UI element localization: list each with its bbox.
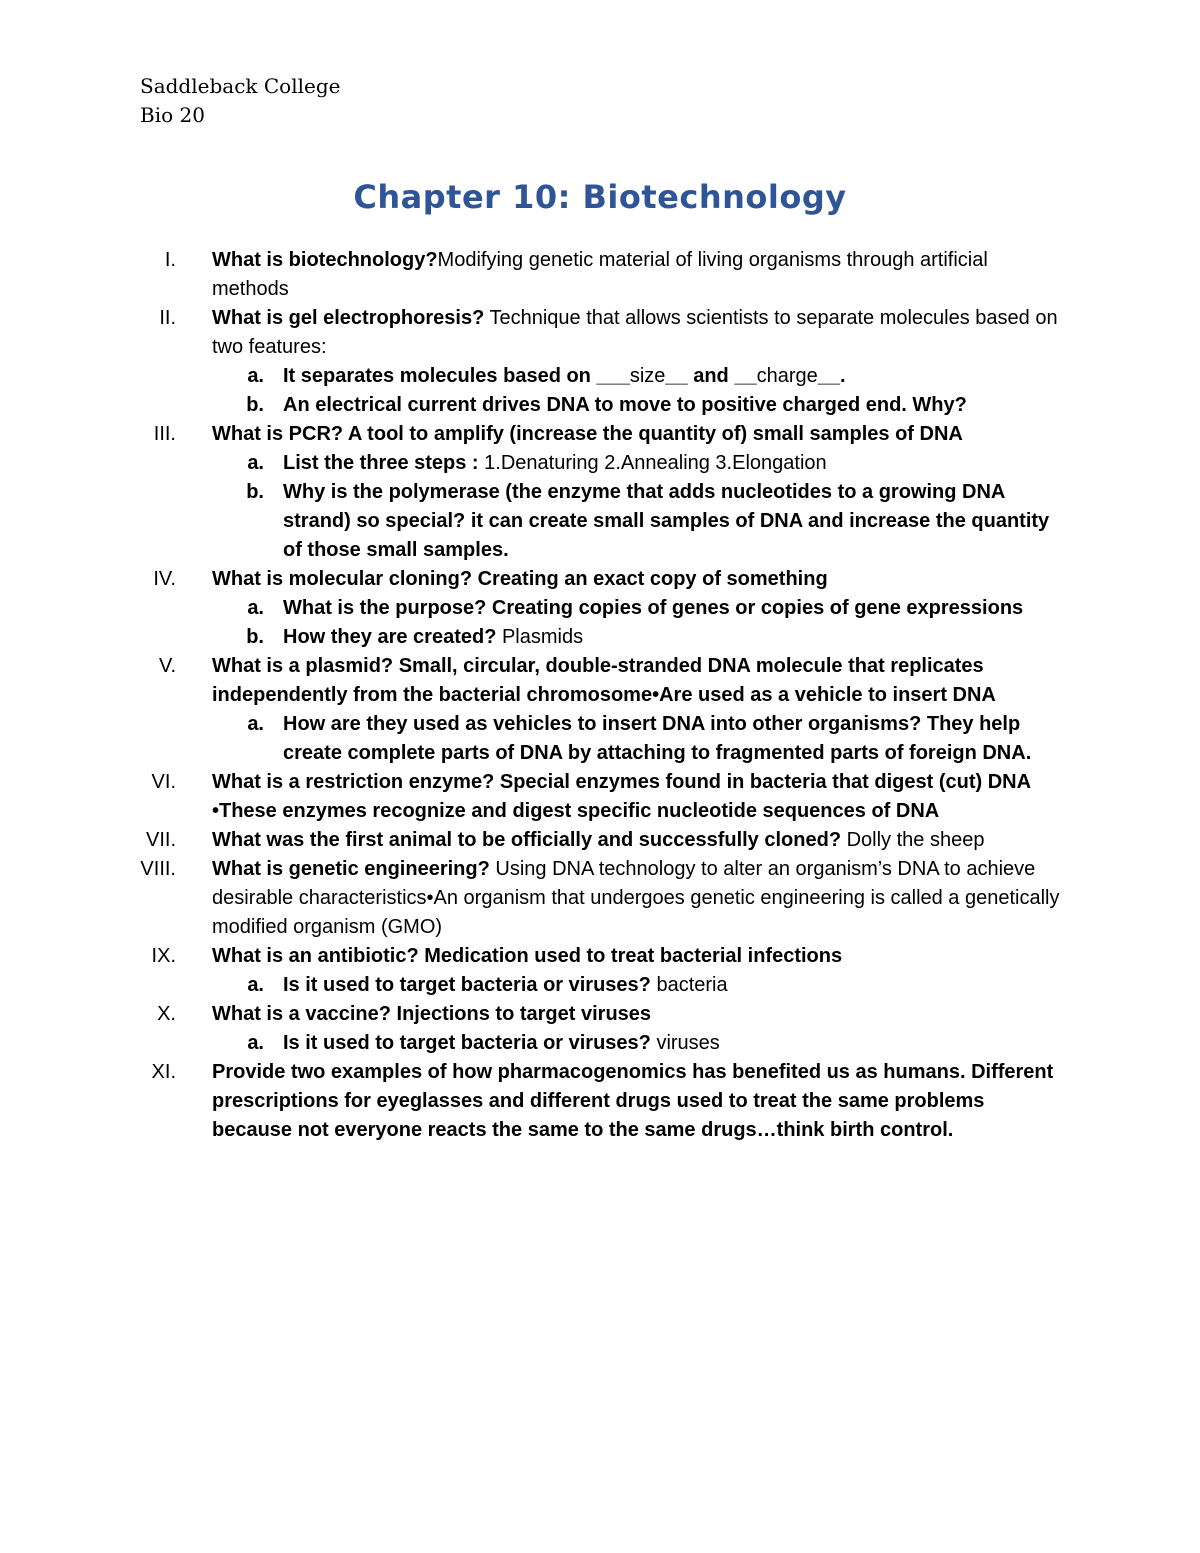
page-title: Chapter 10: Biotechnology — [353, 178, 847, 216]
subitem-letter: b. — [246, 626, 264, 648]
course-name: Bio 20 — [140, 103, 205, 127]
item-numeral: III. — [153, 423, 176, 445]
subitem-letter: a. — [247, 1032, 264, 1054]
subitem-answer: viruses — [656, 1032, 720, 1054]
outline-item-2 — [0, 304, 1200, 362]
subitem-answer: Plasmids — [501, 626, 584, 648]
item-question: What is molecular cloning? Creating an exact copy of something — [212, 568, 828, 590]
subitem-question: Why is the polymerase (the enzyme that adds nucleotides to a growing DNA strand) so special? it can create small samples of DNA and increase the quantity of those small samples. — [283, 481, 1050, 561]
subitem-letter: a. — [247, 452, 264, 474]
item-answer: Modifying genetic material of living organisms through artificial methods — [212, 249, 988, 300]
outline-subitem-2a — [0, 362, 1200, 391]
subitem-question-part: It separates molecules based on ___ — [283, 365, 630, 387]
item-numeral: IV. — [153, 568, 176, 590]
item-numeral: II. — [159, 307, 176, 329]
subitem-question-part: __. — [817, 365, 846, 387]
item-numeral: VII. — [145, 829, 176, 851]
outline-item-11 — [0, 1058, 1200, 1145]
subitem-question: How they are created? — [283, 626, 502, 648]
item-numeral: I. — [164, 249, 176, 271]
subitem-question: An electrical current drives DNA to move to positive charged end. Why? — [283, 394, 967, 416]
item-numeral: X. — [157, 1003, 176, 1025]
subitem-question: How are they used as vehicles to insert DNA into other organisms? They help create complete parts of DNA by attaching to fragmented parts of foreign DNA. — [283, 713, 1032, 764]
outline-item-4 — [0, 565, 1200, 594]
outline-subitem-10a — [0, 1029, 1200, 1058]
outline-item-1 — [0, 246, 1200, 304]
outline-subitem-4b — [0, 623, 1200, 652]
outline-item-7 — [0, 826, 1200, 855]
subitem-answer: 1.Denaturing 2.Annealing 3.Elongation — [484, 452, 827, 474]
question-outline — [0, 246, 1200, 1145]
item-question: Provide two examples of how pharmacogenomics has benefited us as humans. Different prescriptions for eyeglasses and different drugs used to treat the same problems because not everyone reacts the same to the same drugs…think birth control. — [212, 1061, 1054, 1141]
item-numeral: IX. — [151, 945, 176, 967]
subitem-letter: b. — [246, 394, 264, 416]
subitem-letter: a. — [247, 713, 264, 735]
outline-subitem-5a — [0, 710, 1200, 768]
subitem-answer: bacteria — [656, 974, 728, 996]
institution-name: Saddleback College — [140, 74, 341, 98]
outline-subitem-9a — [0, 971, 1200, 1000]
outline-subitem-3b — [0, 478, 1200, 565]
subitem-letter: a. — [247, 974, 264, 996]
subitem-question: What is the purpose? Creating copies of genes or copies of gene expressions — [283, 597, 1024, 619]
document-header — [140, 72, 340, 130]
item-question: What is a vaccine? Injections to target viruses — [212, 1003, 652, 1025]
subitem-question: Is it used to target bacteria or viruses? — [283, 1032, 657, 1054]
item-question: What is biotechnology? — [212, 249, 438, 271]
item-question: What is an antibiotic? Medication used to treat bacterial infections — [212, 945, 843, 967]
outline-subitem-3a — [0, 449, 1200, 478]
item-numeral: XI. — [151, 1061, 176, 1083]
item-question: What is a plasmid? Small, circular, double-stranded DNA molecule that replicates independently from the bacterial chromosome•Are used as a vehicle to insert DNA — [212, 655, 996, 706]
item-question: What is genetic engineering? — [212, 858, 496, 880]
item-question: What was the first animal to be officially and successfully cloned? — [212, 829, 847, 851]
blank-answer-size: size — [629, 365, 666, 387]
outline-item-8 — [0, 855, 1200, 942]
subitem-question-part: __ and __ — [665, 365, 757, 387]
subitem-letter: b. — [246, 481, 264, 503]
item-answer: Dolly the sheep — [846, 829, 985, 851]
subitem-letter: a. — [247, 365, 264, 387]
item-answer: Technique that allows scientists to separate molecules based on two features: — [212, 307, 1058, 358]
outline-subitem-4a — [0, 594, 1200, 623]
subitem-letter: a. — [247, 597, 264, 619]
item-numeral: VIII. — [140, 858, 176, 880]
outline-subitem-2b — [0, 391, 1200, 420]
item-question: What is gel electrophoresis? — [212, 307, 485, 329]
item-answer: Using DNA technology to alter an organism’s DNA to achieve desirable characteristics•An organism that undergoes genetic engineering is called a genetically modified organism (GMO) — [212, 858, 1060, 938]
subitem-question: Is it used to target bacteria or viruses? — [283, 974, 657, 996]
outline-item-3 — [0, 420, 1200, 449]
item-question: What is a restriction enzyme? Special enzymes found in bacteria that digest (cut) DNA •These enzymes recognize and digest specific nucleotide sequences of DNA — [212, 771, 1031, 822]
outline-item-10 — [0, 1000, 1200, 1029]
outline-item-6 — [0, 768, 1200, 826]
item-numeral: V. — [158, 655, 176, 677]
blank-answer-charge: charge — [756, 365, 818, 387]
subitem-question: List the three steps : — [283, 452, 485, 474]
item-numeral: VI. — [151, 771, 176, 793]
item-question: What is PCR? A tool to amplify (increase the quantity of) small samples of DNA — [212, 423, 963, 445]
outline-item-5 — [0, 652, 1200, 710]
outline-item-9 — [0, 942, 1200, 971]
